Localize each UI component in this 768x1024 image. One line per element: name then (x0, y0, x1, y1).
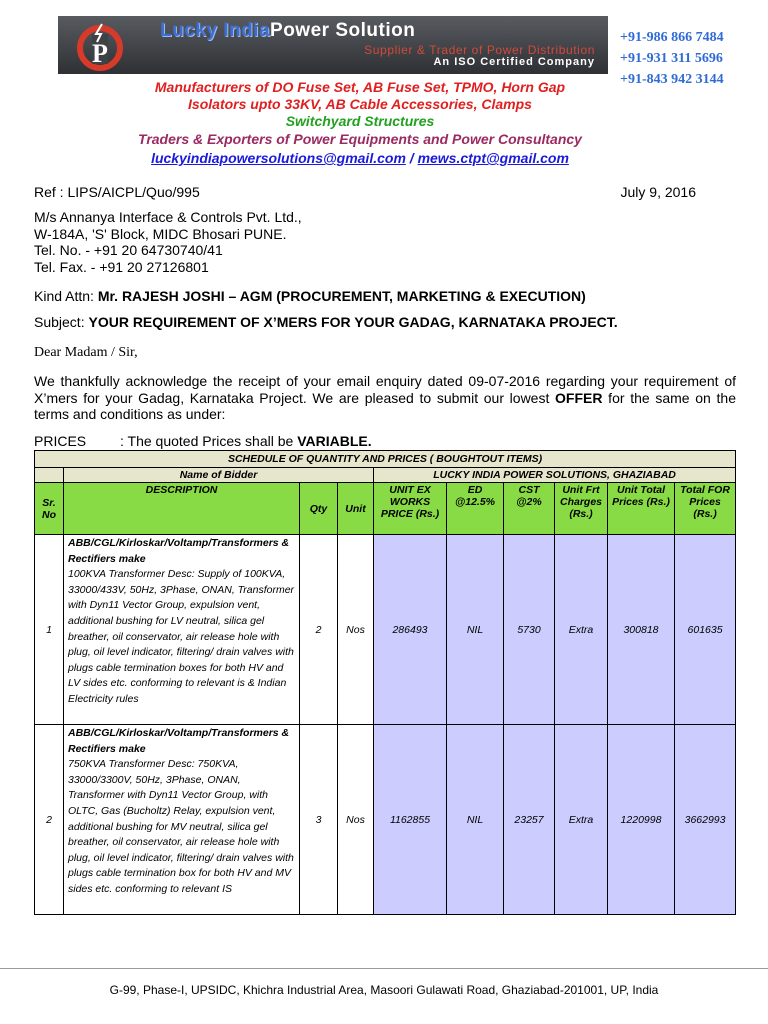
row-make: ABB/CGL/Kirloskar/Voltamp/Transformers & Rectifiers make (68, 537, 290, 565)
subject-value: YOUR REQUIREMENT OF X’MERS FOR YOUR GADAG, KARNATAKA PROJECT. (88, 314, 618, 330)
row-cst: 23257 (504, 725, 555, 915)
attn-label: Kind Attn: (34, 288, 98, 304)
footer-divider (0, 968, 768, 969)
row-cst: 5730 (504, 535, 555, 725)
footer-address: G-99, Phase-I, UPSIDC, Khichra Industrial Area, Masoori Gulawati Road, Ghaziabad-201001, UP, India (109, 983, 659, 997)
row-total-for: 3662993 (675, 725, 736, 915)
company-name-part2: Power Solution (270, 20, 416, 41)
company-name (160, 20, 600, 42)
table-row (35, 725, 736, 915)
manufacturers-line-3: Switchyard Structures (285, 113, 435, 129)
company-logo-icon (70, 20, 130, 72)
prices-label: PRICES (34, 433, 87, 449)
iso-certification: An ISO Certified Company (433, 56, 595, 68)
col-header-ed: ED @12.5% (447, 483, 504, 535)
row-desc-text: 100KVA Transformer Desc: Supply of 100KVA, 33000/433V, 50Hz, 3Phase, ONAN, Transformer with Dyn11 Vector Group, expulsion vent, additional bushing for LV neutral, silica gel breather, oil conservator, air release hole with plug, oil level indicator, filtering/ drain valves with plugs cable termination boxes for both HV and LV sides etc. conforming to relevant is & Indian Electricity rules (68, 568, 295, 705)
col-header-qty: Qty (300, 483, 338, 535)
bidder-label: Name of Bidder (64, 468, 374, 483)
kind-attention (34, 288, 736, 305)
col-header-unit-total: Unit Total Prices (Rs.) (608, 483, 675, 535)
row-total-for: 601635 (675, 535, 736, 725)
traders-line: Traders & Exporters of Power Equipments and Power Consultancy (138, 131, 582, 147)
svg-text:P: P (92, 39, 108, 68)
header-row (35, 483, 736, 535)
row-ed: NIL (447, 535, 504, 725)
quotation-table (34, 450, 736, 915)
phone-2[interactable]: +91-931 311 5696 (620, 51, 723, 66)
attn-value: Mr. RAJESH JOSHI – AGM (PROCUREMENT, MARKETING & EXECUTION) (97, 288, 586, 304)
para-text-2: for the same on the terms and conditions as under: (34, 389, 736, 422)
row-unit-price: 1162855 (374, 725, 447, 915)
row-make: ABB/CGL/Kirloskar/Voltamp/Transformers & Rectifiers make (68, 727, 290, 755)
table-title-row (35, 451, 736, 468)
subject-line (34, 314, 736, 331)
table-title: SCHEDULE OF QUANTITY AND PRICES ( BOUGHTOUT ITEMS) (35, 451, 736, 468)
row-unit: Nos (338, 725, 374, 915)
col-header-unit: Unit (338, 483, 374, 535)
prices-clause (34, 433, 736, 450)
row-sr: 1 (35, 535, 64, 725)
row-frt: Extra (555, 725, 608, 915)
bidder-row (35, 468, 736, 483)
row-qty: 3 (300, 725, 338, 915)
letter-date: July 9, 2016 (620, 184, 696, 200)
row-sr: 2 (35, 725, 64, 915)
prices-value: VARIABLE. (297, 433, 372, 449)
phone-1[interactable]: +91-986 866 7484 (620, 30, 724, 45)
row-unit: Nos (338, 535, 374, 725)
bidder-name: LUCKY INDIA POWER SOLUTIONS, GHAZIABAD (374, 468, 736, 483)
row-desc-text: 750KVA Transformer Desc: 750KVA, 33000/3300V, 50Hz, 3Phase, ONAN, Transformer with Dyn11 Vector Group, with OLTC, Gas (Bucholtz) Relay, expulsion vent, additional bushing for MV neutral, silica gel breather, oil conservator, air release hole with plug, oil level indicator, filtering/ drain valves with plugs cable termination box for both HV and MV sides etc. conforming to relevant IS (68, 758, 294, 895)
intro-paragraph (34, 373, 736, 423)
subject-label: Subject: (34, 314, 89, 330)
company-name-part1: Lucky India (160, 20, 271, 41)
row-unit-total: 1220998 (608, 725, 675, 915)
para-text-1: We thankfully acknowledge the receipt of your email enquiry dated 09-07-2016 regarding your requirement of X’mers for your Gadag, Karnataka Project. We are pleased to submit our lowest (34, 373, 736, 406)
recipient-address (34, 209, 736, 275)
manufacturers-line-1: Manufacturers of DO Fuse Set, AB Fuse Set, TPMO, Horn Gap (154, 79, 566, 95)
row-description (64, 725, 300, 915)
email-line (60, 150, 660, 166)
email-separator: / (405, 150, 418, 166)
col-header-unit-price: UNIT EX WORKS PRICE (Rs.) (374, 483, 447, 535)
banner-tagline: Supplier & Trader of Power Distribution (364, 43, 595, 57)
email-link-2[interactable]: mews.ctpt@gmail.com (417, 150, 569, 166)
address-line: W-184A, 'S' Block, MIDC Bhosari PUNE. (34, 225, 287, 242)
col-header-desc: DESCRIPTION (64, 483, 300, 535)
row-unit-total: 300818 (608, 535, 675, 725)
col-header-cst: CST @2% (504, 483, 555, 535)
reference-number: Ref : LIPS/AICPL/Quo/995 (34, 184, 200, 200)
blank-cell (35, 468, 64, 483)
email-link-1[interactable]: luckyindiapowersolutions@gmail.com (151, 150, 406, 166)
para-offer: OFFER (555, 389, 603, 406)
address-line: Tel. No. - +91 20 64730740/41 (34, 242, 223, 258)
row-description (64, 535, 300, 725)
row-unit-price: 286493 (374, 535, 447, 725)
address-line: Tel. Fax. - +91 20 27126801 (34, 258, 209, 275)
prices-text: : The quoted Prices shall be (120, 433, 298, 449)
col-header-sr: Sr. No (35, 483, 64, 535)
row-ed: NIL (447, 725, 504, 915)
col-header-total-for: Total FOR Prices (Rs.) (675, 483, 736, 535)
row-frt: Extra (555, 535, 608, 725)
address-line: M/s Annanya Interface & Controls Pvt. Ltd., (34, 209, 302, 225)
row-qty: 2 (300, 535, 338, 725)
salutation: Dear Madam / Sir, (34, 345, 138, 360)
col-header-frt: Unit Frt Charges (Rs.) (555, 483, 608, 535)
manufacturers-line-2: Isolators upto 33KV, AB Cable Accessories, Clamps (188, 96, 532, 112)
table-row (35, 535, 736, 725)
phone-3[interactable]: +91-843 942 3144 (620, 72, 724, 87)
